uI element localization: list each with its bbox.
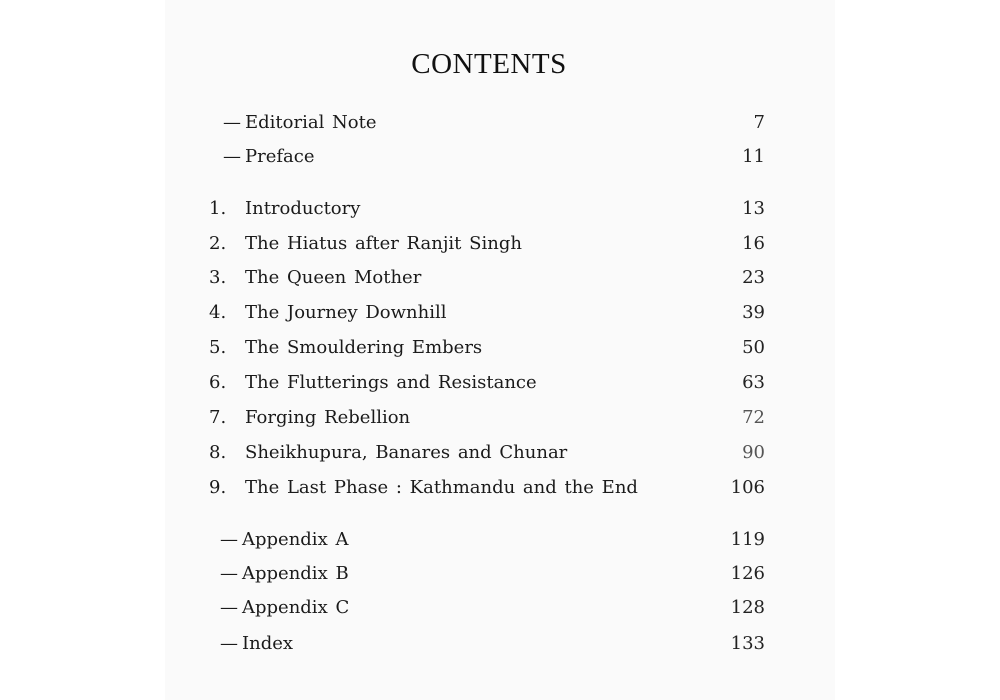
chapter-number: 9. (209, 477, 227, 498)
entry-dash: — (220, 633, 238, 654)
chapter-number: 6. (209, 372, 227, 393)
toc-entry-chapter-3 (165, 263, 835, 293)
entry-page-number: 50 (742, 337, 765, 358)
chapter-number: 3. (209, 267, 227, 288)
toc-entry-appendix-b (165, 559, 835, 589)
entry-page-number: 126 (730, 563, 765, 584)
toc-entry-chapter-7 (165, 403, 835, 433)
entry-label: The Smouldering Embers (245, 337, 483, 358)
entry-page-number: 39 (742, 302, 765, 323)
entry-label: The Last Phase : Kathmandu and the End (245, 477, 638, 498)
toc-entry-chapter-4 (165, 298, 835, 328)
entry-label: The Hiatus after Ranjit Singh (245, 233, 522, 254)
chapter-number: 8. (209, 442, 227, 463)
entry-dash: — (220, 597, 238, 618)
entry-dash: — (220, 529, 238, 550)
entry-label: Introductory (245, 198, 361, 219)
entry-page-number: 133 (730, 633, 765, 654)
entry-dash: — (223, 112, 241, 133)
chapter-number: 7. (209, 407, 227, 428)
entry-label: Index (242, 633, 294, 654)
toc-entry-chapter-6 (165, 368, 835, 398)
entry-page-number: 106 (730, 477, 765, 498)
entry-page-number: 128 (730, 597, 765, 618)
toc-entry-preface (165, 142, 835, 172)
entry-page-number: 7 (753, 112, 765, 133)
entry-page-number: 72 (742, 407, 765, 428)
entry-label: Forging Rebellion (245, 407, 411, 428)
entry-page-number: 13 (742, 198, 765, 219)
toc-entry-chapter-5 (165, 333, 835, 363)
chapter-number: 2. (209, 233, 227, 254)
toc-entry-appendix-a (165, 525, 835, 555)
entry-label: Appendix A (242, 529, 349, 550)
entry-label: Editorial Note (245, 112, 377, 133)
entry-page-number: 119 (730, 529, 765, 550)
entry-dash: — (220, 563, 238, 584)
entry-page-number: 16 (742, 233, 765, 254)
contents-page (165, 0, 835, 700)
toc-entry-appendix-c (165, 593, 835, 623)
toc-entry-chapter-1 (165, 194, 835, 224)
toc-entry-chapter-8 (165, 438, 835, 468)
chapter-number: 1. (209, 198, 227, 219)
entry-label: The Journey Downhill (245, 302, 447, 323)
toc-entry-chapter-2 (165, 229, 835, 259)
entry-page-number: 23 (742, 267, 765, 288)
entry-page-number: 63 (742, 372, 765, 393)
chapter-number: 5. (209, 337, 227, 358)
toc-entry-index (165, 629, 835, 659)
entry-page-number: 11 (742, 146, 765, 167)
entry-label: The Queen Mother (245, 267, 422, 288)
entry-label: Sheikhupura, Banares and Chunar (245, 442, 568, 463)
entry-label: Preface (245, 146, 315, 167)
entry-label: Appendix B (242, 563, 349, 584)
entry-label: Appendix C (242, 597, 350, 618)
toc-entry-chapter-9 (165, 473, 835, 503)
entry-label: The Flutterings and Resistance (245, 372, 537, 393)
entry-page-number: 90 (742, 442, 765, 463)
page-title: CONTENTS (411, 48, 567, 80)
chapter-number: 4. (209, 302, 227, 323)
entry-dash: — (223, 146, 241, 167)
toc-entry-editorial-note (165, 108, 835, 138)
